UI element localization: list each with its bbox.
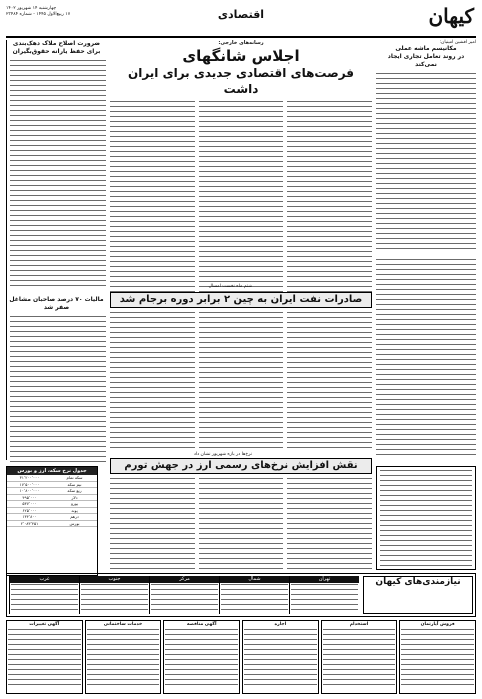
- classified-ad: [242, 620, 319, 694]
- right-kicker: امیر افشین امینیان:: [439, 40, 476, 45]
- left-headline-2: مالیات ۷۰ درصد صاحبان مشاغل صفر شد: [9, 296, 104, 311]
- fx-kicker: نرخ‌ها در بازه شهریور نشان داد: [193, 452, 252, 457]
- main-body-col-3: [110, 101, 195, 311]
- classified-ad: [163, 620, 240, 694]
- classified-ad-title: استخدام: [349, 622, 369, 627]
- left-column: [6, 40, 106, 460]
- right-column: [376, 40, 476, 460]
- oil-body-columns: [110, 312, 372, 452]
- directory-column-title: مرکز: [150, 576, 219, 583]
- fx-item-value: ۵۳۷٬۰۰۰: [22, 501, 37, 506]
- fx-item-value: ۲٬۰۸۳٬۴۵۱: [20, 520, 39, 526]
- classified-ad-body: [165, 629, 238, 687]
- fx-body-col-2: [199, 478, 284, 570]
- classified-ad-title: آگهی تغییرات: [29, 622, 60, 627]
- classified-ad: [399, 620, 476, 694]
- date-issue: ۱۷ ربیع‌الاول ۱۴۴۵ - شماره ۲۳۴۸۴: [6, 12, 71, 17]
- oil-kicker: شتم ماه نخست امسال: [208, 284, 252, 289]
- main-headline-2: فرصت‌های اقتصادی جدیدی برای ایران داشت: [127, 66, 355, 96]
- fx-item-value: ۱۷٬۵۰۰٬۰۰۰: [19, 481, 40, 487]
- fx-body-col-3: [110, 478, 195, 570]
- oil-body-col-3: [110, 312, 195, 452]
- date-line: [6, 6, 70, 18]
- classified-ad-body: [401, 629, 474, 687]
- fx-item-name: دلار: [71, 494, 78, 500]
- fx-item-value: ۱۰٬۸۰۰٬۰۰۰: [19, 488, 40, 493]
- classified-ad-body: [8, 629, 81, 687]
- directory-column: [289, 576, 359, 614]
- directory-column-body: [151, 584, 218, 612]
- fx-item-value: ۳۱٬۲۰۰٬۰۰۰: [19, 475, 40, 480]
- classified-ad: [85, 620, 162, 694]
- fx-item-name: نیم سکه: [67, 481, 82, 487]
- directory-column-body: [11, 584, 78, 612]
- oil-body-col-2: [199, 312, 284, 452]
- classified-ad-title: اجاره: [274, 622, 287, 627]
- left-body-text-2: [10, 316, 106, 466]
- fx-item-name: ربع سکه: [67, 488, 82, 493]
- classified-directory: [6, 573, 476, 617]
- right-headline: مکانیسم ماشه عملی: [395, 45, 457, 52]
- oil-body-col-1: [287, 312, 372, 452]
- date-gregorian: چهارشنبه ۱۴ شهریور ۱۴۰۲: [6, 6, 57, 11]
- fx-item-name: یورو: [70, 501, 79, 506]
- classified-ad-title: خدمات ساختمانی: [103, 622, 143, 627]
- main-body-col-1: [287, 101, 372, 311]
- right-headline-2: در روند تعامل تجاری ایجاد نمی‌کند: [387, 53, 465, 68]
- right-body-text-2: [376, 259, 476, 459]
- directory-column-body: [221, 584, 288, 612]
- classified-ad-body: [323, 629, 396, 687]
- main-body-col-2: [199, 101, 284, 311]
- classified-ad-title: آگهی مناقصه: [186, 622, 217, 627]
- directory-column-body: [81, 584, 148, 612]
- right-ad-box: [376, 466, 476, 570]
- classified-ad-title: فروش آپارتمان: [420, 622, 455, 627]
- main-kicker: رسانه‌های خارجی:: [218, 40, 264, 46]
- fx-headline-banner: نقش افزایش نرخ‌های رسمی ارز در جهش تورم: [110, 458, 372, 474]
- directory-column: [149, 576, 219, 614]
- fx-table-title: جدول نرخ سکه، ارز و بورس: [7, 467, 97, 475]
- directory-column: [219, 576, 289, 614]
- directory-column: [79, 576, 149, 614]
- right-ad-text: [380, 470, 472, 566]
- directory-title: نیازمندی‌های کیهان: [363, 576, 473, 614]
- fx-rates-table: [6, 466, 98, 576]
- logo-text: کیهان: [428, 4, 474, 28]
- main-headline: اجلاس شانگهای: [182, 47, 300, 65]
- directory-column-title: غرب: [10, 576, 79, 583]
- section-title: اقتصادی: [217, 8, 265, 21]
- fx-item-name: درهم: [70, 514, 79, 519]
- directory-columns: [9, 576, 359, 614]
- directory-column-title: جنوب: [80, 576, 149, 583]
- right-body-text: [376, 73, 476, 253]
- fx-item-value: ۴۹۵٬۰۰۰: [22, 494, 37, 500]
- oil-headline-banner: صادرات نفت ایران به چین ۲ برابر دوره برجام شد: [110, 292, 372, 308]
- fx-item-value: ۶۲۵٬۰۰۰: [22, 507, 37, 513]
- classified-ad-body: [244, 629, 317, 687]
- directory-column: [9, 576, 79, 614]
- main-story: [110, 40, 372, 290]
- left-body-text: [10, 60, 106, 290]
- main-body-columns: [110, 101, 372, 311]
- fx-item-name: پوند: [71, 507, 78, 513]
- fx-body-columns: [110, 478, 372, 570]
- fx-item-value: ۱۳۴٬۸۰۰: [22, 514, 37, 519]
- fx-table-rows: [7, 475, 97, 527]
- left-headline: ضرورت اصلاح ملاک دهک‌بندی برای حفظ یارانه حقوق‌بگیران: [12, 40, 101, 55]
- classified-ad: [321, 620, 398, 694]
- fx-body-col-1: [287, 478, 372, 570]
- masthead: [6, 4, 476, 38]
- classified-ad: [6, 620, 83, 694]
- fx-table-row: [7, 521, 97, 528]
- classified-ad-body: [87, 629, 160, 687]
- classified-ads-row: [6, 620, 476, 694]
- directory-column-body: [291, 584, 358, 612]
- directory-column-title: شمال: [220, 576, 289, 583]
- fx-item-name: سکه تمام: [66, 475, 83, 480]
- directory-column-title: تهران: [290, 576, 359, 583]
- fx-item-name: بورس: [69, 520, 80, 526]
